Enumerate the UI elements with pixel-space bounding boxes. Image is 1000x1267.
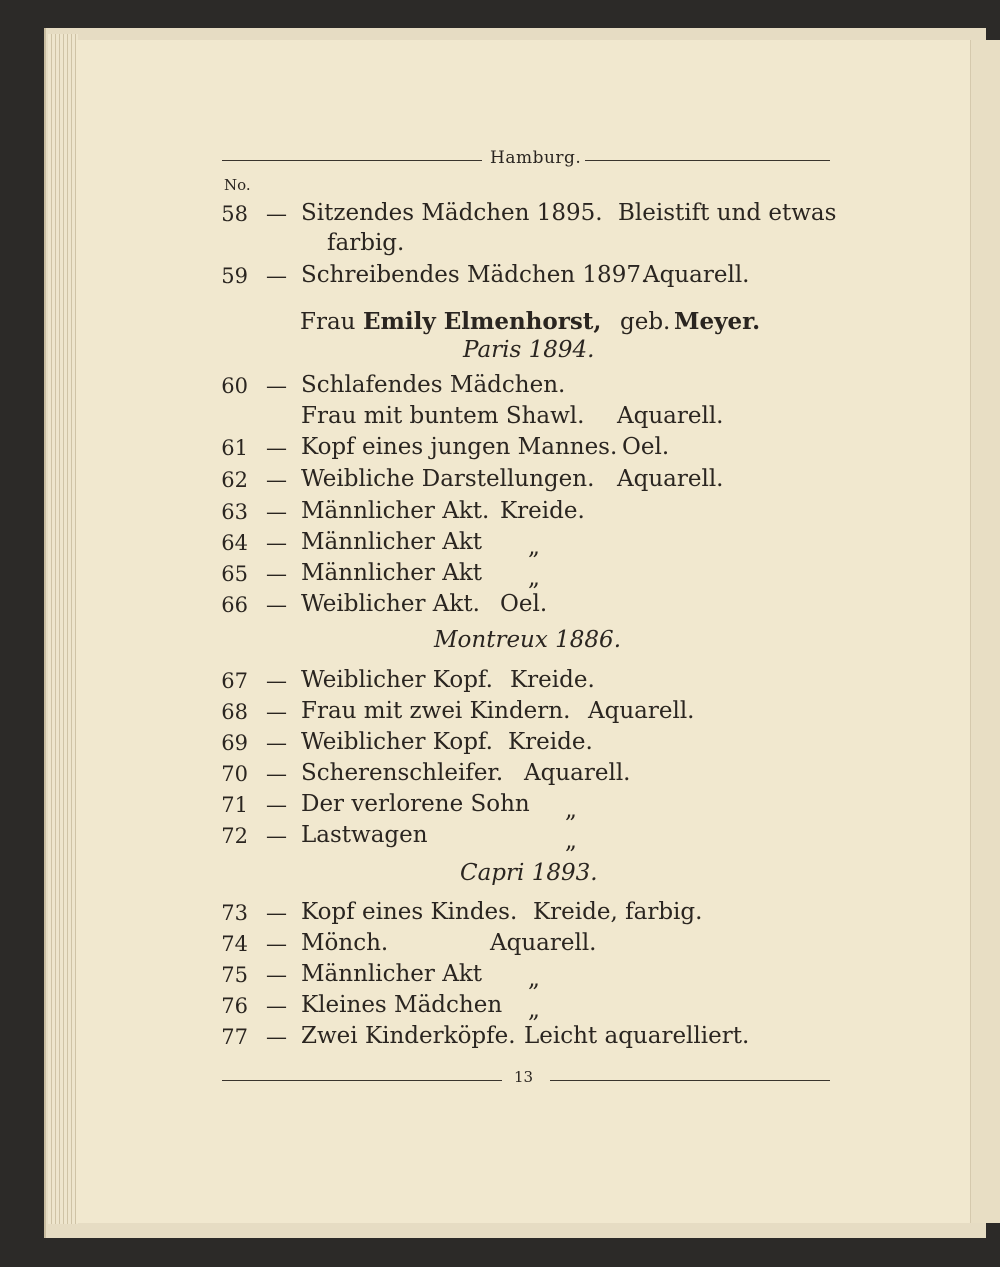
header-rule-right	[585, 160, 830, 161]
footer-rule-left	[222, 1080, 502, 1081]
section-place-date: Capri 1893.	[460, 860, 598, 886]
entry-dash: —	[266, 700, 287, 724]
entry-title: Kopf eines jungen Mannes.	[301, 434, 618, 460]
entry-title: Weibliche Darstellungen.	[301, 466, 595, 492]
entry-dash: —	[266, 1025, 287, 1049]
entry-number: 67	[221, 669, 248, 693]
entry-number: 68	[221, 700, 248, 724]
entry-title: Sitzendes Mädchen 1895.	[301, 200, 603, 226]
entry-medium: Aquarell.	[617, 466, 724, 492]
ditto-mark: „	[565, 797, 577, 823]
owner-maiden-name: Meyer.	[674, 308, 761, 335]
entry-number: 70	[221, 762, 248, 786]
entry-number: 71	[221, 793, 248, 817]
entry-title: Mönch.	[301, 930, 389, 956]
entry-dash: —	[266, 932, 287, 956]
entry-medium: Aquarell.	[490, 930, 597, 956]
entry-number: 66	[221, 593, 248, 617]
entry-medium: Kreide.	[500, 498, 585, 524]
entry-dash: —	[266, 901, 287, 925]
page-header-title: Hamburg.	[490, 148, 582, 168]
entry-medium: Kreide, farbig.	[533, 899, 703, 925]
page-number: 13	[514, 1068, 534, 1086]
entry-title: Weiblicher Kopf.	[301, 729, 493, 755]
entry-dash: —	[266, 731, 287, 755]
entry-number: 61	[221, 436, 248, 460]
entry-subtitle: Frau mit buntem Shawl.	[301, 403, 585, 429]
entry-title: Lastwagen	[301, 822, 428, 848]
entry-dash: —	[266, 793, 287, 817]
entry-number: 77	[221, 1025, 248, 1049]
entry-dash: —	[266, 593, 287, 617]
footer-rule-right	[550, 1080, 830, 1081]
section-place-date: Montreux 1886.	[434, 627, 621, 653]
header-rule-left	[222, 160, 482, 161]
entry-title: Kopf eines Kindes.	[301, 899, 518, 925]
entry-title: Weiblicher Kopf.	[301, 667, 493, 693]
owner-name: Emily Elmenhorst,	[363, 308, 602, 335]
entry-medium: Kreide.	[510, 667, 595, 693]
entry-dash: —	[266, 468, 287, 492]
entry-title: Zwei Kinderköpfe.	[301, 1023, 516, 1049]
entry-title: Der verlorene Sohn	[301, 791, 530, 817]
entry-title: Männlicher Akt.	[301, 498, 490, 524]
entry-number: 64	[221, 531, 248, 555]
entry-dash: —	[266, 374, 287, 398]
entry-dash: —	[266, 994, 287, 1018]
owner-title: Frau	[300, 309, 356, 335]
entry-number: 73	[221, 901, 248, 925]
ditto-mark: „	[528, 966, 540, 992]
entry-dash: —	[266, 531, 287, 555]
entry-number: 72	[221, 824, 248, 848]
facing-page-edge	[970, 40, 1000, 1223]
entry-number: 75	[221, 963, 248, 987]
entry-dash: —	[266, 202, 287, 226]
owner-geb: geb.	[620, 309, 671, 335]
entry-title: Schreibendes Mädchen 1897.	[301, 262, 649, 288]
section-place-date: Paris 1894.	[463, 337, 595, 363]
entry-title: Frau mit zwei Kindern.	[301, 698, 571, 724]
ditto-mark: „	[565, 828, 577, 854]
entry-medium: Oel.	[622, 434, 670, 460]
entry-number: 74	[221, 932, 248, 956]
entry-medium: Aquarell.	[617, 403, 724, 429]
ditto-mark: „	[528, 997, 540, 1023]
number-column-label: No.	[224, 176, 251, 194]
entry-title: Schlafendes Mädchen.	[301, 372, 566, 398]
entry-dash: —	[266, 963, 287, 987]
ditto-mark: „	[528, 565, 540, 591]
entry-dash: —	[266, 762, 287, 786]
entry-dash: —	[266, 500, 287, 524]
entry-dash: —	[266, 264, 287, 288]
entry-title: Männlicher Akt	[301, 529, 483, 555]
entry-number: 60	[221, 374, 248, 398]
entry-medium: Aquarell.	[643, 262, 750, 288]
entry-title: Weiblicher Akt.	[301, 591, 480, 617]
entry-medium: Kreide.	[508, 729, 593, 755]
entry-title: Kleines Mädchen	[301, 992, 503, 1018]
entry-title: Männlicher Akt	[301, 560, 483, 586]
entry-medium: Oel.	[500, 591, 548, 617]
entry-medium: Aquarell.	[524, 760, 631, 786]
entry-number: 69	[221, 731, 248, 755]
entry-number: 62	[221, 468, 248, 492]
entry-continuation: farbig.	[327, 230, 405, 256]
entry-number: 63	[221, 500, 248, 524]
entry-number: 76	[221, 994, 248, 1018]
entry-dash: —	[266, 669, 287, 693]
entry-dash: —	[266, 824, 287, 848]
page-stack-edge	[48, 34, 78, 1224]
entry-medium: Bleistift und etwas	[618, 200, 837, 226]
entry-title: Männlicher Akt	[301, 961, 483, 987]
entry-number: 59	[221, 264, 248, 288]
entry-medium: Leicht aquarelliert.	[524, 1023, 750, 1049]
entry-medium: Aquarell.	[588, 698, 695, 724]
entry-dash: —	[266, 436, 287, 460]
entry-dash: —	[266, 562, 287, 586]
entry-number: 65	[221, 562, 248, 586]
entry-title: Scherenschleifer.	[301, 760, 504, 786]
entry-number: 58	[221, 202, 248, 226]
ditto-mark: „	[528, 534, 540, 560]
